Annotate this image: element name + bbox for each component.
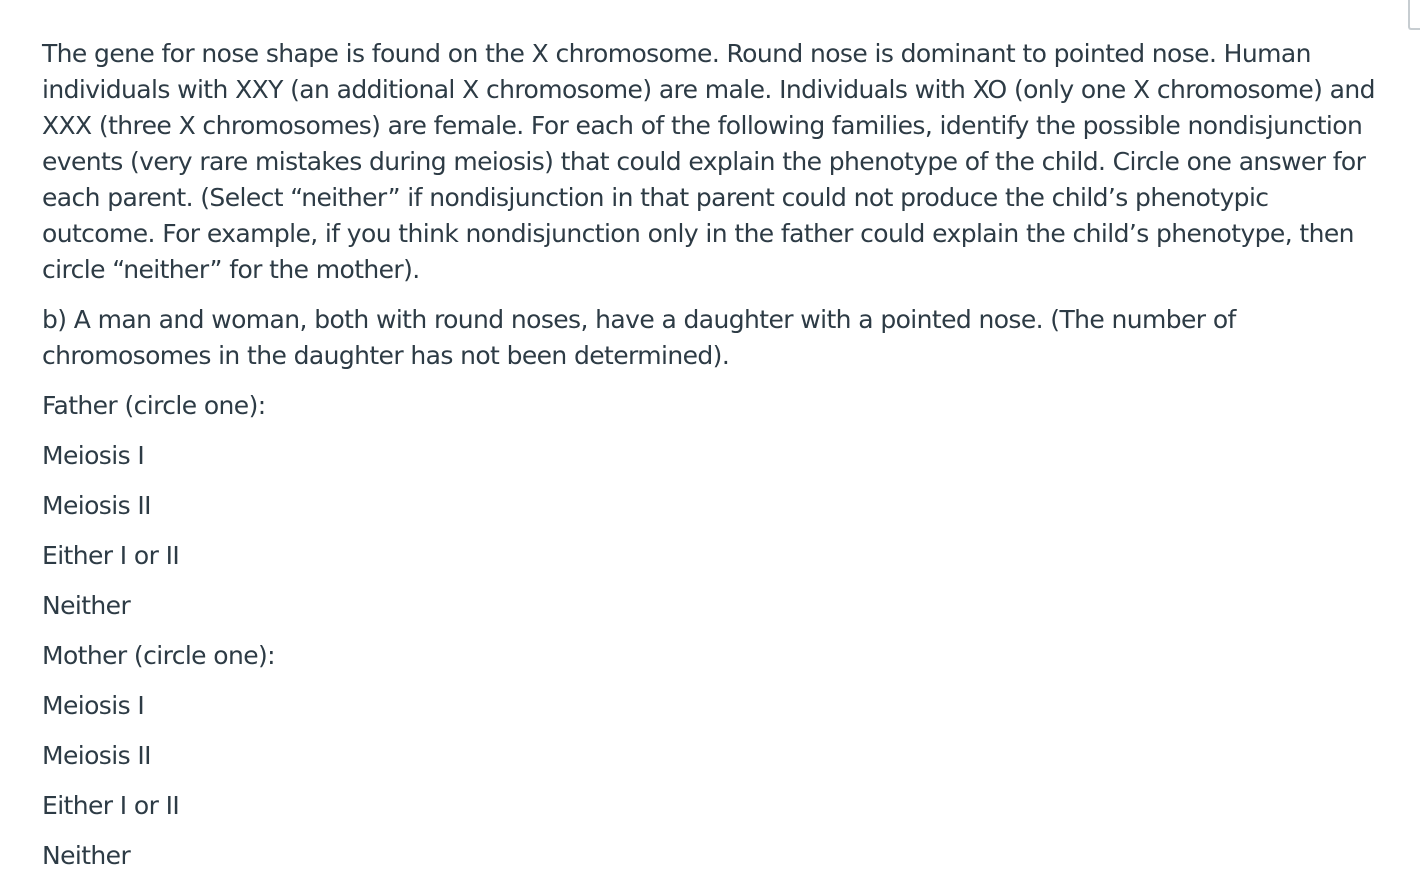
- mother-option-either[interactable]: Either I or II: [42, 791, 180, 820]
- mother-option-meiosis-2[interactable]: Meiosis II: [42, 741, 151, 770]
- mother-label: Mother (circle one):: [42, 641, 276, 670]
- father-option-either[interactable]: Either I or II: [42, 541, 180, 570]
- father-label: Father (circle one):: [42, 391, 266, 420]
- mother-option-meiosis-1[interactable]: Meiosis I: [42, 691, 145, 720]
- father-option-meiosis-2[interactable]: Meiosis II: [42, 491, 151, 520]
- mother-option-neither[interactable]: Neither: [42, 841, 131, 870]
- mother-section: [42, 638, 1378, 874]
- father-option-neither[interactable]: Neither: [42, 591, 131, 620]
- father-option-meiosis-1[interactable]: Meiosis I: [42, 441, 145, 470]
- question-part-b: b) A man and woman, both with round noses, have a daughter with a pointed nose. (The number of chromosomes in the daughter has not been determined).: [42, 305, 1236, 370]
- scroll-corner-icon: [1408, 0, 1420, 30]
- question-intro: The gene for nose shape is found on the X chromosome. Round nose is dominant to pointed nose. Human individuals with XXY (an additional X chromosome) are male. Individuals with XO (only one X chromosome) and XXX (three X chromosomes) are female. For each of the following families, identify the possible nondisjunction events (very rare mistakes during meiosis) that could explain the phenotype of the child. Circle one answer for each parent. (Select “neither” if nondisjunction in that parent could not produce the child’s phenotypic outcome. For example, if you think nondisjunction only in the father could explain the child’s phenotype, then circle “neither” for the mother).: [42, 39, 1375, 284]
- father-section: [42, 388, 1378, 624]
- question-content: [42, 36, 1378, 888]
